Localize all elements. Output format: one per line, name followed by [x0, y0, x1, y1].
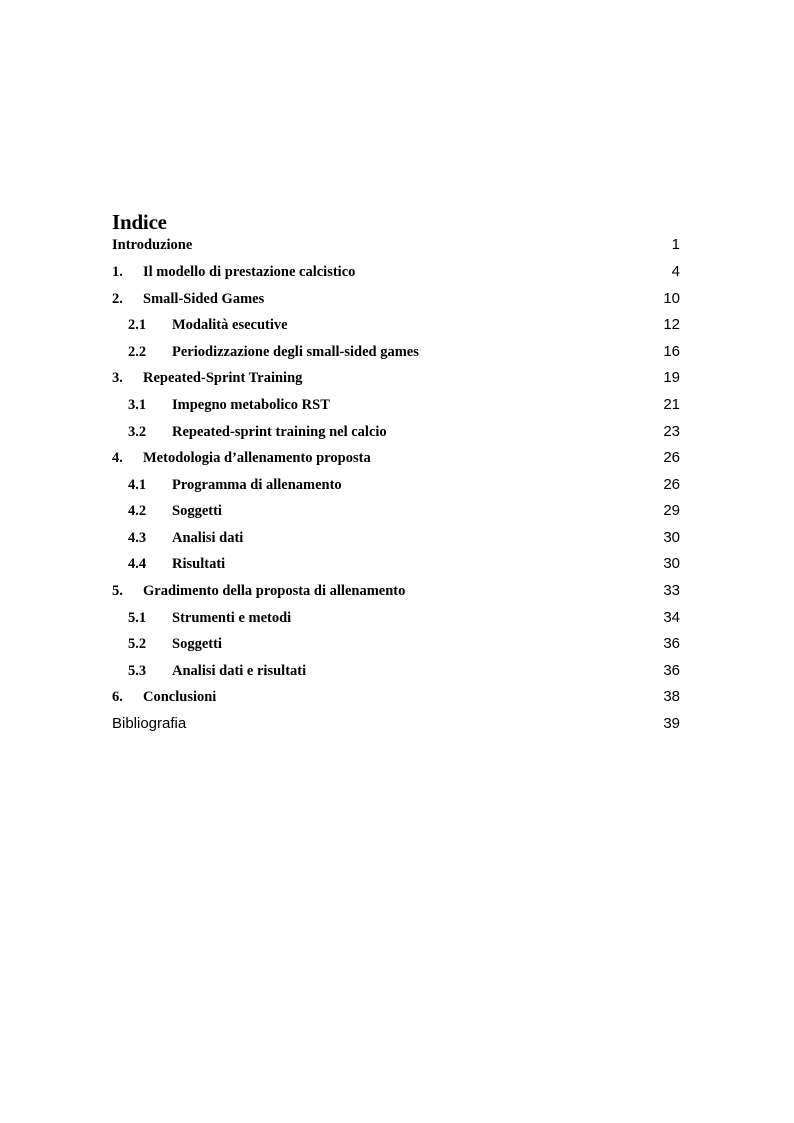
toc-entry-section-4-2[interactable]	[0, 498, 794, 524]
toc-title: Indice	[112, 210, 167, 234]
toc-entry-number: 3.1	[128, 397, 147, 413]
toc-entry-page: 36	[663, 662, 680, 679]
toc-entry-chapter-3[interactable]	[0, 365, 794, 391]
toc-entry-section-5-2[interactable]	[0, 631, 794, 657]
toc-entry-label: Impegno metabolico RST	[172, 397, 330, 413]
toc-entry-section-5-3[interactable]	[0, 658, 794, 684]
toc-entry-section-3-2[interactable]	[0, 419, 794, 445]
toc-entry-chapter-2[interactable]	[0, 286, 794, 312]
toc-entry-number: 1.	[112, 264, 123, 280]
toc-entry-number: 2.1	[128, 317, 147, 333]
toc-entry-label: Repeated-sprint training nel calcio	[172, 424, 387, 440]
toc-entry-section-3-1[interactable]	[0, 392, 794, 418]
toc-entry-chapter-4[interactable]	[0, 445, 794, 471]
toc-entry-label: Repeated-Sprint Training	[143, 370, 303, 386]
toc-entry-number: 5.	[112, 583, 123, 599]
toc-entry-page: 30	[663, 529, 680, 546]
toc-entry-label: Programma di allenamento	[172, 477, 342, 493]
toc-entry-number: 4.	[112, 450, 123, 466]
toc-entry-label: Strumenti e metodi	[172, 610, 292, 626]
toc-entry-page: 4	[671, 263, 680, 280]
toc-entry-number: 4.4	[128, 556, 147, 572]
toc-entry-chapter-6[interactable]	[0, 684, 794, 710]
toc-entry-number: 2.2	[128, 344, 147, 360]
toc-entry-label: Gradimento della proposta di allenamento	[143, 583, 406, 599]
toc-entry-section-4-1[interactable]	[0, 472, 794, 498]
toc-entry-label: Risultati	[172, 556, 226, 572]
toc-entry-section-4-3[interactable]	[0, 525, 794, 551]
toc-entry-bibliografia[interactable]	[0, 711, 794, 737]
toc-entry-page: 30	[663, 555, 680, 572]
toc-entry-section-5-1[interactable]	[0, 605, 794, 631]
toc-entry-page: 26	[663, 449, 680, 466]
toc-entry-page: 12	[663, 316, 680, 333]
toc-entry-page: 38	[663, 688, 680, 705]
toc-entry-page: 26	[663, 476, 680, 493]
toc-entry-number: 4.3	[128, 530, 147, 546]
toc-entry-number: 3.2	[128, 424, 147, 440]
toc-entry-label: Small-Sided Games	[143, 291, 265, 307]
toc-entry-page: 29	[663, 502, 680, 519]
toc-entry-number: 5.2	[128, 636, 147, 652]
toc-entry-label: Conclusioni	[143, 689, 217, 705]
toc-entry-label: Periodizzazione degli small-sided games	[172, 344, 419, 360]
toc-entry-label: Il modello di prestazione calcistico	[143, 264, 356, 280]
toc-entry-page: 21	[663, 396, 680, 413]
toc-entry-page: 33	[663, 582, 680, 599]
toc-entry-number: 4.2	[128, 503, 147, 519]
toc-entry-chapter-5[interactable]	[0, 578, 794, 604]
toc-entry-page: 1	[671, 236, 680, 253]
toc-entry-page: 34	[663, 609, 680, 626]
toc-entry-label: Introduzione	[112, 237, 193, 253]
toc-entry-label: Soggetti	[172, 636, 222, 652]
toc-entry-section-2-2[interactable]	[0, 339, 794, 365]
toc-entry-number: 5.3	[128, 663, 147, 679]
toc-entry-page: 36	[663, 635, 680, 652]
toc-entry-number: 3.	[112, 370, 123, 386]
toc-entry-label: Soggetti	[172, 503, 222, 519]
toc-entry-label: Bibliografia	[112, 715, 187, 732]
toc-entry-number: 2.	[112, 291, 123, 307]
toc-entry-number: 4.1	[128, 477, 147, 493]
toc-entry-label: Analisi dati e risultati	[172, 663, 307, 679]
toc-entry-chapter-1[interactable]	[0, 259, 794, 285]
toc-entry-label: Metodologia d’allenamento proposta	[143, 450, 371, 466]
toc-entry-page: 19	[663, 369, 680, 386]
toc-entry-introduzione[interactable]	[0, 232, 794, 258]
toc-entry-number: 5.1	[128, 610, 147, 626]
toc-entry-label: Modalità esecutive	[172, 317, 288, 333]
toc-entry-label: Analisi dati	[172, 530, 244, 546]
toc-entry-section-2-1[interactable]	[0, 312, 794, 338]
toc-entry-page: 39	[663, 715, 680, 732]
toc-entry-page: 23	[663, 423, 680, 440]
toc-entry-page: 10	[663, 290, 680, 307]
toc-entry-number: 6.	[112, 689, 123, 705]
toc-entry-page: 16	[663, 343, 680, 360]
toc-entry-section-4-4[interactable]	[0, 551, 794, 577]
